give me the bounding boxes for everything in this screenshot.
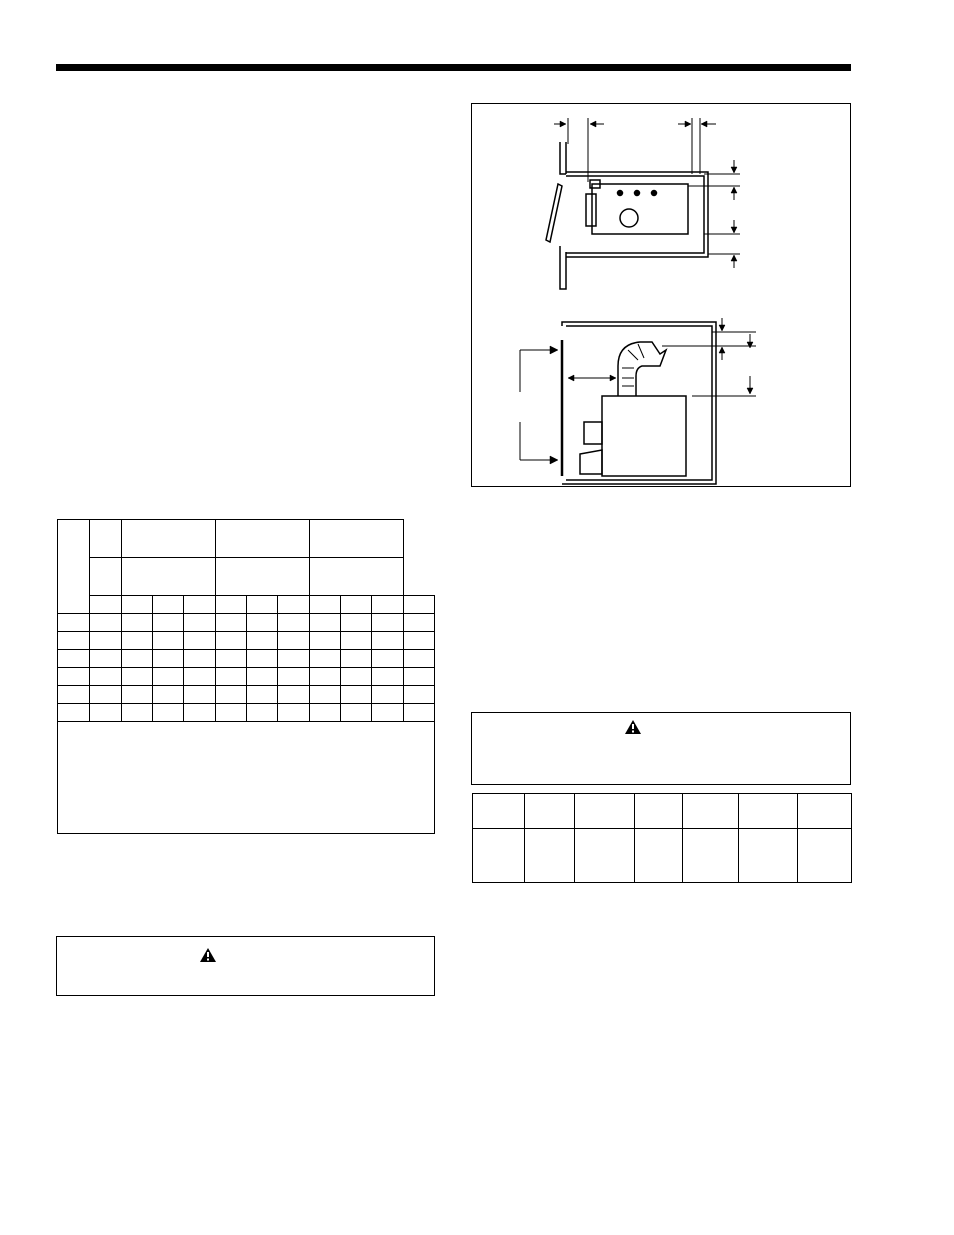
warning-box-left	[56, 936, 435, 996]
header-cell	[635, 794, 683, 829]
table-cell	[58, 632, 90, 650]
table-cell	[184, 668, 215, 686]
subheader-cell	[403, 596, 434, 614]
table-cell	[372, 686, 403, 704]
table-cell	[340, 650, 371, 668]
table-cell	[246, 614, 277, 632]
table-row	[58, 668, 435, 686]
table-cell	[90, 668, 121, 686]
header-cell	[215, 558, 309, 596]
table-cell	[278, 668, 309, 686]
table-cell	[152, 668, 183, 686]
table-cell	[246, 632, 277, 650]
table-cell	[278, 686, 309, 704]
table-cell	[121, 650, 152, 668]
table-cell	[58, 686, 90, 704]
subheader-cell	[278, 596, 309, 614]
side-view-flue	[618, 342, 666, 396]
header-cell	[309, 558, 403, 596]
table-cell	[152, 704, 183, 722]
table-cell	[184, 614, 215, 632]
table-cell	[309, 686, 340, 704]
table-cell	[340, 632, 371, 650]
table-cell	[340, 686, 371, 704]
subheader-cell	[372, 596, 403, 614]
table-cell	[215, 668, 246, 686]
table-cell	[121, 632, 152, 650]
header-cell	[798, 794, 852, 829]
table-cell	[121, 668, 152, 686]
table-cell	[403, 650, 434, 668]
table-cell	[246, 704, 277, 722]
table-cell	[184, 632, 215, 650]
table-cell	[372, 650, 403, 668]
table-notes-row	[58, 722, 435, 834]
table-cell	[184, 704, 215, 722]
header-cell	[473, 794, 525, 829]
table-cell	[403, 704, 434, 722]
table-cell	[372, 704, 403, 722]
table-cell	[90, 650, 121, 668]
header-cell	[121, 520, 215, 558]
table-header-row	[473, 794, 852, 829]
table-cell	[215, 650, 246, 668]
table-cell	[90, 686, 121, 704]
table-cell	[635, 829, 683, 883]
table-cell	[215, 704, 246, 722]
table-cell	[121, 704, 152, 722]
table-cell	[278, 614, 309, 632]
table-cell	[152, 650, 183, 668]
table-cell	[309, 704, 340, 722]
header-rule	[56, 64, 851, 71]
table-row	[473, 829, 852, 883]
table-cell	[403, 686, 434, 704]
table-cell	[278, 650, 309, 668]
table-cell	[525, 829, 575, 883]
table-cell	[403, 668, 434, 686]
header-cell	[309, 520, 403, 558]
header-cell	[739, 794, 798, 829]
table-cell	[246, 686, 277, 704]
table-cell	[340, 704, 371, 722]
table-cell	[309, 668, 340, 686]
table-cell	[340, 668, 371, 686]
table-cell	[372, 668, 403, 686]
table-cell	[58, 614, 90, 632]
table-row	[58, 650, 435, 668]
table-cell	[739, 829, 798, 883]
table-notes-cell	[58, 722, 435, 834]
table-header-row	[58, 558, 435, 596]
top-view-wall-upper	[560, 142, 566, 174]
table-cell	[58, 650, 90, 668]
table-cell	[403, 632, 434, 650]
subheader-cell	[90, 596, 121, 614]
table-cell	[58, 668, 90, 686]
header-cell	[575, 794, 635, 829]
subheader-cell	[215, 596, 246, 614]
subheader-cell	[152, 596, 183, 614]
table-cell	[798, 829, 852, 883]
table-cell	[58, 704, 90, 722]
table-cell	[309, 632, 340, 650]
table-cell	[184, 650, 215, 668]
clearance-diagram	[471, 103, 851, 487]
header-cell	[90, 520, 121, 558]
top-view-door	[546, 184, 562, 242]
table-cell	[246, 650, 277, 668]
table-header-row	[58, 520, 435, 558]
table-cell	[215, 632, 246, 650]
table-cell	[473, 829, 525, 883]
table-cell	[215, 614, 246, 632]
table-cell	[309, 650, 340, 668]
table-row	[58, 632, 435, 650]
table-cell	[152, 614, 183, 632]
header-cell	[683, 794, 739, 829]
subheader-cell	[309, 596, 340, 614]
table-cell	[372, 632, 403, 650]
top-view-wall-lower	[560, 246, 566, 289]
header-cell	[121, 558, 215, 596]
side-view-furnace	[602, 396, 686, 476]
table-cell	[121, 686, 152, 704]
subheader-cell	[184, 596, 215, 614]
table-cell	[246, 668, 277, 686]
table-cell	[278, 704, 309, 722]
table-cell	[184, 686, 215, 704]
table-cell	[309, 614, 340, 632]
table-row	[58, 614, 435, 632]
table-cell	[152, 686, 183, 704]
table-cell	[340, 614, 371, 632]
warning-box-right	[471, 712, 851, 785]
subheader-cell	[121, 596, 152, 614]
header-cell	[58, 520, 90, 614]
warning-triangle-icon	[199, 947, 217, 963]
header-cell	[215, 520, 309, 558]
header-cell	[90, 558, 121, 596]
table-row	[58, 686, 435, 704]
table-cell	[90, 614, 121, 632]
top-view-furnace	[592, 184, 688, 234]
subheader-cell	[340, 596, 371, 614]
table-cell	[90, 704, 121, 722]
table-cell	[683, 829, 739, 883]
table-row	[58, 704, 435, 722]
header-cell	[525, 794, 575, 829]
table-cell	[575, 829, 635, 883]
table-subheader-row	[58, 596, 435, 614]
table-cell	[403, 614, 434, 632]
table-cell	[121, 614, 152, 632]
table-cell	[215, 686, 246, 704]
right-table	[472, 793, 852, 883]
table-cell	[372, 614, 403, 632]
warning-triangle-icon	[624, 719, 642, 735]
clearance-table	[57, 519, 435, 834]
table-cell	[152, 632, 183, 650]
furnace-clearance-drawing	[472, 104, 850, 486]
subheader-cell	[246, 596, 277, 614]
table-cell	[278, 632, 309, 650]
table-cell	[90, 632, 121, 650]
